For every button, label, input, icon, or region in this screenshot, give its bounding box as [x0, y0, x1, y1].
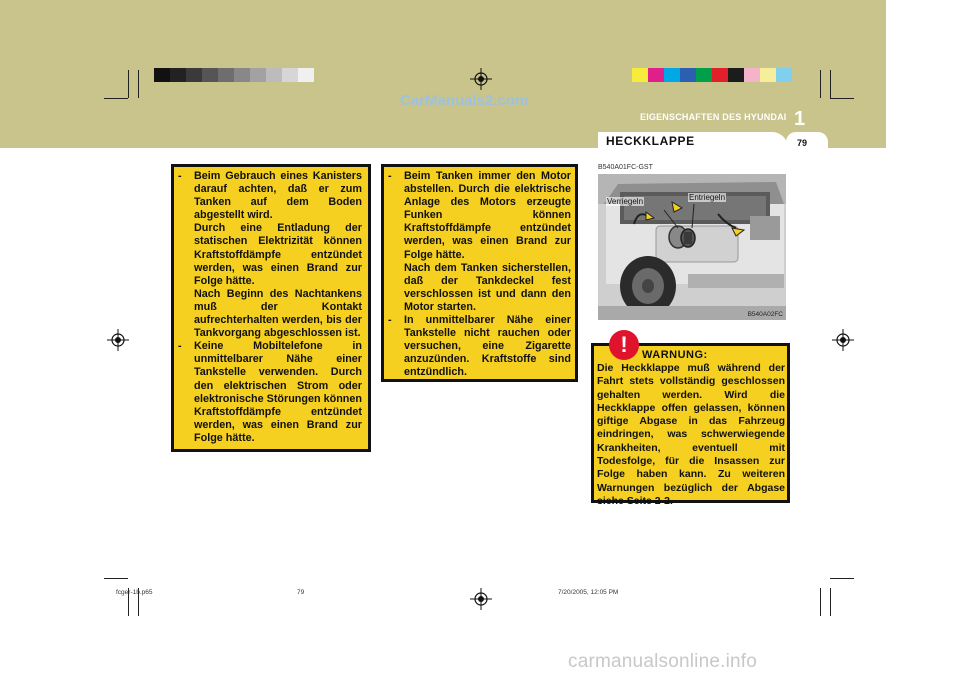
registration-mark-icon [107, 329, 129, 351]
calibration-swatch [234, 68, 250, 82]
list-item [174, 340, 362, 445]
calibration-swatch [202, 68, 218, 82]
section-title: HECKKLAPPE [606, 134, 695, 148]
calibration-swatch [266, 68, 282, 82]
crop-mark [830, 588, 831, 616]
calibration-swatch [648, 68, 664, 82]
crop-mark [104, 578, 128, 579]
list-item [384, 314, 571, 379]
footer-timestamp: 7/20/2005, 12:05 PM [558, 589, 619, 596]
list-item [384, 170, 571, 314]
tailgate-photo [598, 174, 786, 320]
crop-mark [820, 588, 821, 616]
calibration-swatch [218, 68, 234, 82]
chapter-title: EIGENSCHAFTEN DES HYUNDAI [640, 112, 787, 122]
warning-text: Die Heckklappe muß während der Fahrt stets vollständig geschlossen gehalten werden. Wird die Heckklappe offen gelassen, können giftige Abgase in das Fahrzeug eindringen, was schwerwiegende Krankheiten, eventuell mit Todesfolge, für die Insassen zur Folge haben kann. Zu weiteren Warnungen bezüglich der Abgase siehe Seite 2-2. [597, 362, 785, 507]
lock-label: Verriegeln [607, 197, 644, 206]
fuel-safety-box-left [171, 164, 371, 452]
calibration-swatch [760, 68, 776, 82]
calibration-swatch [744, 68, 760, 82]
list-paragraph: Nach Beginn des Nachtankens muß der Kontakt aufrechterhalten werden, bis der Tankvorgang abgeschlossen ist. [194, 287, 362, 340]
calibration-swatch [712, 68, 728, 82]
calibration-swatch [696, 68, 712, 82]
calibration-swatch [250, 68, 266, 82]
site-watermark[interactable]: CarManuals2.com [400, 92, 529, 109]
bullet-dash: - [178, 340, 182, 353]
figure-code: B540A01FC-GST [598, 164, 653, 171]
photo-code: B540A02FC [747, 311, 783, 318]
calibration-swatch [282, 68, 298, 82]
bullet-dash: - [388, 314, 392, 327]
list-paragraph: Beim Tanken immer den Motor abstellen. Durch die elektrische Anlage des Motors erzeugte Funken können Kraftstoffdämpfe entzündet werden, was einen Brand zur Folge hätte. [404, 170, 571, 261]
calibration-swatch [298, 68, 314, 82]
list-paragraph: Keine Mobiltelefone in unmittelbarer Nähe einer Tankstelle verwenden. Durch den elektrischen Strom oder elektronische Störungen können Kraftstoffdämpfe entzündet werden, was einen Brand zur Folge hätte. [194, 340, 362, 444]
bullet-dash: - [388, 170, 392, 182]
calibration-swatch [154, 68, 170, 82]
crop-mark [830, 578, 854, 579]
list-paragraph: Beim Gebrauch eines Kanisters darauf achten, daß er zum Tanken auf dem Boden abgestellt wird. [194, 170, 362, 222]
grayscale-calibration-bar [154, 68, 314, 82]
warning-icon: ! [609, 330, 639, 360]
calibration-swatch [664, 68, 680, 82]
list-paragraph: In unmittelbarer Nähe einer Tankstelle nicht rauchen oder versuchen, eine Zigarette anzuzünden. Kraftstoffe sind entzündlich. [404, 314, 571, 379]
list-item [174, 170, 362, 340]
list-paragraph: Nach dem Tanken sicherstellen, daß der Tankdeckel fest verschlossen ist und dann den Motor starten. [404, 261, 571, 313]
crop-mark [128, 70, 129, 98]
calibration-swatch [728, 68, 744, 82]
calibration-swatch [680, 68, 696, 82]
bullet-list [384, 170, 571, 380]
calibration-swatch [186, 68, 202, 82]
crop-mark [820, 70, 821, 98]
crop-mark [830, 98, 854, 99]
calibration-swatch [792, 68, 808, 82]
unlock-label: Entriegeln [689, 193, 726, 202]
registration-mark-icon [470, 588, 492, 610]
warning-title: WARNUNG: [642, 349, 708, 361]
crop-mark [830, 70, 831, 98]
fuel-safety-box-middle [381, 164, 578, 382]
calibration-swatch [776, 68, 792, 82]
footer-page: 79 [297, 589, 305, 596]
list-paragraph: Durch eine Entladung der statischen Elektrizität können Kraftstoffdämpfe entzündet werden, was einen Brand zur Folge hätte. [194, 222, 362, 287]
warning-box [591, 343, 790, 507]
footer-file: fcger-1b.p65 [116, 589, 153, 596]
bullet-list [174, 170, 362, 445]
crop-mark [138, 70, 139, 98]
calibration-swatch [170, 68, 186, 82]
chapter-number: 1 [794, 108, 806, 130]
bottom-watermark[interactable]: carmanualsonline.info [568, 651, 758, 672]
calibration-swatch [632, 68, 648, 82]
crop-mark [104, 98, 128, 99]
color-calibration-bar [632, 68, 808, 82]
registration-mark-icon [470, 68, 492, 90]
bullet-dash: - [178, 170, 182, 182]
registration-mark-icon [832, 329, 854, 351]
page-number: 79 [797, 138, 808, 148]
